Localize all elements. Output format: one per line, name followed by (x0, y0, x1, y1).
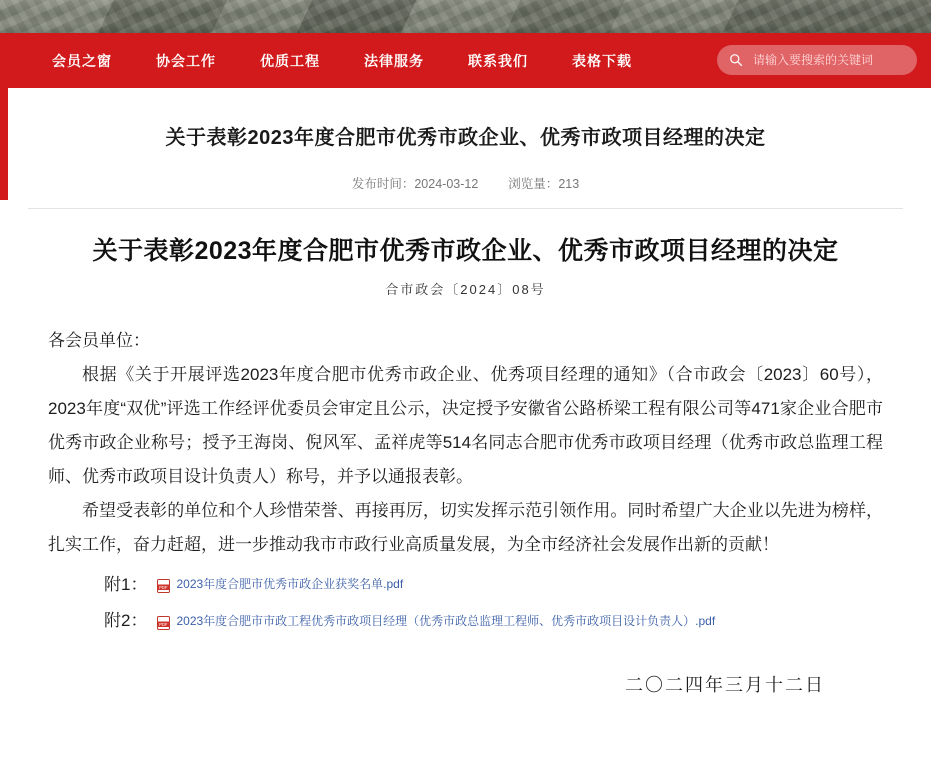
publish-time-label: 发布时间： (351, 177, 415, 191)
attachment-list (48, 570, 883, 637)
nav-item-legal-services[interactable]: 法律服务 (364, 52, 424, 69)
svg-text:PDF: PDF (159, 621, 168, 627)
attachment-label-1: 附1： (104, 574, 148, 594)
article-body (48, 324, 883, 562)
article-salutation: 各会员单位： (48, 330, 150, 350)
nav-item-association-work[interactable]: 协会工作 (156, 52, 216, 69)
publish-time (352, 174, 478, 192)
view-count-label: 浏览量： (508, 177, 559, 191)
attachment-row (104, 606, 883, 637)
attachment-row (104, 570, 883, 601)
nav-item-quality-projects[interactable]: 优质工程 (260, 52, 320, 69)
site-banner-image (0, 0, 931, 33)
publish-time-value: 2024-03-12 (414, 177, 479, 191)
article-paragraph-2: 希望受表彰的单位和个人珍惜荣誉、再接再厉，切实发挥示范引领作用。同时希望广大企业以先进为榜样，扎实工作，奋力赶超，进一步推动我市市政行业高质量发展，为全市经济社会发展作出新的贡献！ (48, 500, 883, 554)
article-meta (60, 174, 871, 192)
attachment-label-2: 附2： (104, 611, 148, 631)
nav-item-members[interactable]: 会员之窗 (52, 52, 112, 69)
article-paragraph-1: 根据《关于开展评选2023年度合肥市优秀市政企业、优秀项目经理的通知》（合市政会〔2023〕60号），2023年度“双优”评选工作经评优委员会审定且公示，决定授予安徽省公路桥梁工程有限公司等471家企业合肥市优秀市政企业称号；授予王海岗、倪风军、孟祥虎等514名同志合肥市优秀市政项目经理（优秀市政总监理工程师、优秀市政项目设计负责人）称号，并予以通报表彰。 (48, 364, 883, 486)
attachment-link-1[interactable]: 2023年度合肥市优秀市政企业获奖名单.pdf (176, 577, 404, 592)
nav-item-form-downloads[interactable]: 表格下载 (572, 52, 632, 69)
view-count (508, 174, 579, 192)
search-box[interactable] (717, 45, 917, 75)
search-input[interactable] (751, 52, 905, 68)
banner-photo (0, 0, 931, 33)
left-accent-stripe (0, 88, 8, 200)
page-header (0, 88, 931, 192)
pdf-icon (157, 579, 170, 593)
article-page (0, 88, 931, 768)
main-navigation-bar (0, 33, 931, 88)
svg-text:PDF: PDF (159, 585, 168, 591)
article-title: 关于表彰2023年度合肥市优秀市政企业、优秀市政项目经理的决定 (92, 237, 839, 265)
pdf-icon (157, 616, 170, 630)
nav-item-list (30, 51, 654, 71)
page-title: 关于表彰2023年度合肥市优秀市政企业、优秀市政项目经理的决定 (165, 127, 766, 149)
nav-item-contact-us[interactable]: 联系我们 (468, 52, 528, 69)
article-signature-date: 二〇二四年三月十二日 (625, 674, 825, 695)
attachment-link-2[interactable]: 2023年度合肥市市政工程优秀市政项目经理（优秀市政总监理工程师、优秀市政项目设计负责人）.pdf (176, 613, 716, 628)
search-icon (729, 53, 743, 67)
article-content (0, 209, 931, 697)
article-document-number: 合市政会〔2024〕08号 (385, 281, 546, 297)
view-count-value: 213 (558, 177, 580, 191)
